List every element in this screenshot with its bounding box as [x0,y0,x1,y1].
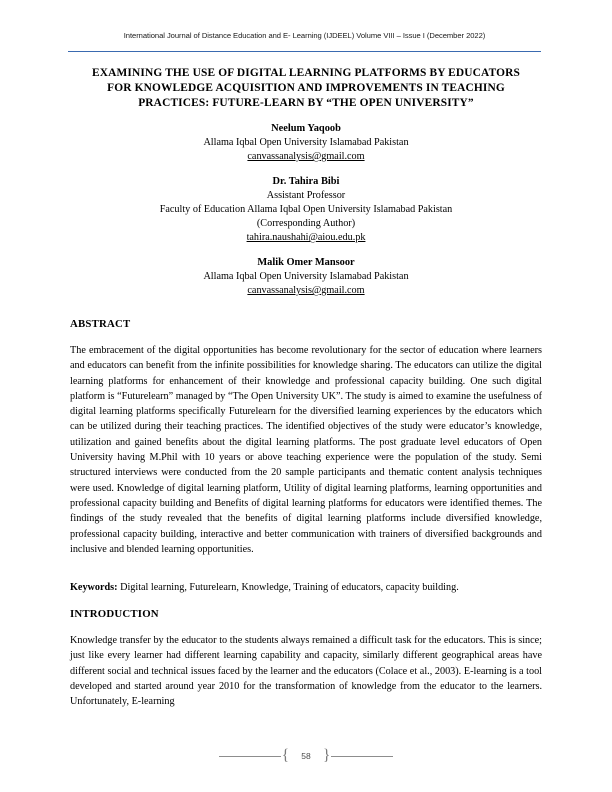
introduction-section [70,608,542,709]
author-block-3 [72,256,540,298]
paper-title [72,66,540,112]
page-footer [0,748,612,764]
author-list [72,122,540,309]
author-name: Dr. Tahira Bibi [272,176,340,187]
journal-citation-line: International Journal of Distance Education and E- Learning (IJDEEL) Volume VIII – Issue I (December 2022) [123,31,486,40]
author-name: Neelum Yaqoob [271,123,341,134]
footer-rule-right [331,756,393,757]
introduction-heading: INTRODUCTION [70,608,159,620]
footer-brace-left-icon: { [281,747,290,764]
author-block-1 [72,122,540,164]
running-header [68,31,541,41]
author-affiliation: Faculty of Education Allama Iqbal Open University Islamabad Pakistan [159,204,453,215]
keywords-label: Keywords: [70,582,118,593]
author-email-link[interactable]: tahira.naushahi@aiou.edu.pk [246,232,366,243]
footer-rule-left [219,756,281,757]
footer-brace-right-icon: } [322,747,331,764]
abstract-body: The embracement of the digital opportunities has become revolutionary for the sector of education where learners and educators can benefit from the infinite possibilities for knowledge sharing. The educators can utilize the digital learning platforms for enhancement of their knowledge and professional capacity building. One such digital platform is “Futurelearn” managed by “The Open University UK”. The study is aimed to examine the usefulness of digital learning platforms specifically Futurelearn for the diversified learning experiences by the educators which can be utilized during their teaching practices. The identified objectives of the study were educator’s knowledge, utilization and gained benefits about the digital learning platforms. The post graduate level educators of Open University having M.Phil with 10 years or above teaching experience were the population of the study. Semi structured interviews were conducted from the 20 sample participants and thematic content analysis techniques were used. Knowledge of digital learning platform, Utility of digital learning platforms, learning opportunities and professional capacity building and Benefits of digital learning platforms for educators were identified themes. The findings of the study revealed that the benefits of digital learning platforms include diversified knowledge, professional capacity building, interactive and better communication with trainers of diversified backgrounds and inclusive and blended learning opportunities. [70,345,542,555]
page-number: 58 [301,751,311,761]
author-affiliation: Allama Iqbal Open University Islamabad Pakistan [203,271,409,282]
header-divider-rule [68,51,541,52]
author-email-link[interactable]: canvassanalysis@gmail.com [247,285,365,296]
author-affiliation: Allama Iqbal Open University Islamabad Pakistan [203,137,409,148]
keywords-values: Digital learning, Futurelearn, Knowledge, Training of educators, capacity building. [117,582,459,593]
abstract-section [70,318,542,557]
author-name: Malik Omer Mansoor [257,257,355,268]
keywords-section [70,580,542,595]
title-line-2: FOR KNOWLEDGE ACQUISITION AND IMPROVEMENTS IN TEACHING [107,82,505,95]
corresponding-author-note: (Corresponding Author) [256,218,356,229]
author-email-link[interactable]: canvassanalysis@gmail.com [247,151,365,162]
author-block-2 [72,175,540,245]
author-role: Assistant Professor [266,190,346,201]
abstract-heading: ABSTRACT [70,318,131,330]
introduction-body: Knowledge transfer by the educator to the students always remained a difficult task for the educators. This is since; just like every learner had different learning capability and capacity, similarly different geographical areas have different social and technical issues faced by the learner and the educators (Colace et al., 2003). E-learning is a tool developed and started around year 2010 for the transformation of knowledge from the educator to the learners. Unfortunately, E-learning [70,635,542,708]
title-line-1: EXAMINING THE USE OF DIGITAL LEARNING PLATFORMS BY EDUCATORS [92,67,520,79]
keywords-line [70,580,542,595]
title-line-3: PRACTICES: FUTURE-LEARN BY “THE OPEN UNIVERSITY” [138,97,474,110]
